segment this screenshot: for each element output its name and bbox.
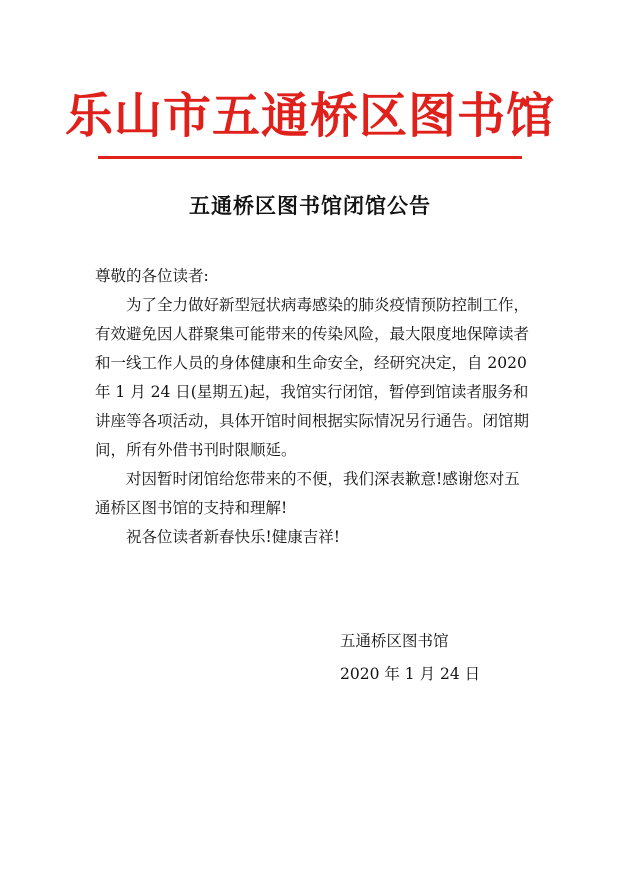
notice-title: 五通桥区图书馆闭馆公告 bbox=[189, 193, 431, 218]
notice-body bbox=[95, 262, 530, 552]
signature-organization: 五通桥区图书馆 bbox=[340, 632, 449, 650]
letterhead-title: 乐山市五通桥区图书馆 bbox=[64, 88, 555, 144]
salutation: 尊敬的各位读者: bbox=[95, 267, 209, 285]
paragraph-closure: 为了全力做好新型冠状病毒感染的肺炎疫情预防控制工作，有效避免因人群聚集可能带来的传染风险，最大限度地保障读者和一线工作人员的身体健康和生命安全，经研究决定，自 2020 年 1 月 24 日(星期五)起，我馆实行闭馆，暂停到馆读者服务和讲座等各项活动，具体开馆时间根据实际情况另行通告。闭馆期间，所有外借书刊时限顺延。 bbox=[95, 296, 530, 459]
signature-block bbox=[340, 625, 480, 691]
letterhead-rule bbox=[98, 156, 522, 159]
paragraph-greeting: 祝各位读者新春快乐!健康吉祥! bbox=[126, 528, 340, 546]
signature-date: 2020 年 1 月 24 日 bbox=[340, 665, 481, 683]
paragraph-apology: 对因暂时闭馆给您带来的不便，我们深表歉意!感谢您对五通桥区图书馆的支持和理解! bbox=[95, 470, 520, 517]
